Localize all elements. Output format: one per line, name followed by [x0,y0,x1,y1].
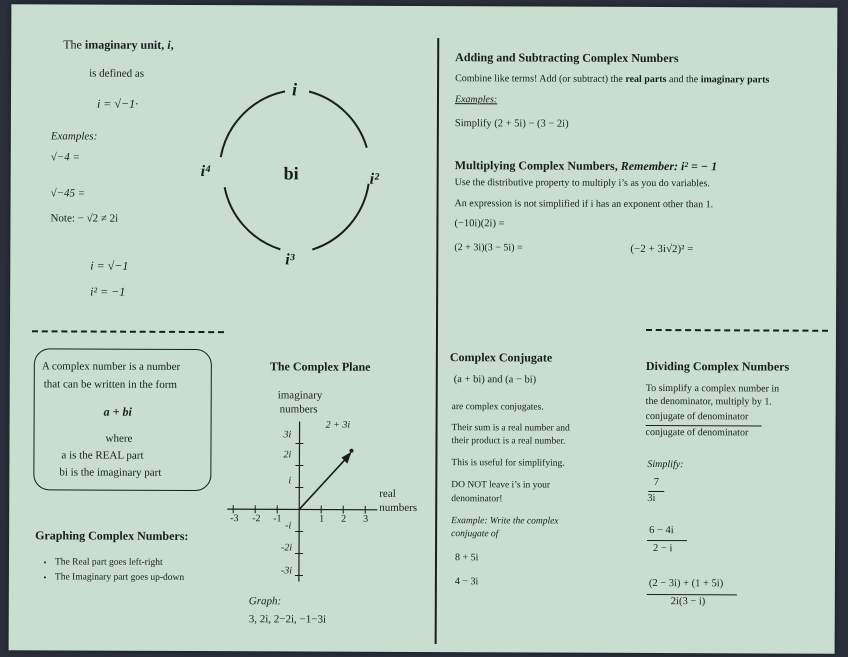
x-axis-label-2: numbers [379,501,418,514]
worksheet-paper [9,4,838,654]
problem-2-numerator: 6 − 4i [649,524,674,537]
i-definition-formula: i = √−1· [96,96,139,111]
cycle-arc-top-right [309,92,367,148]
x-axis-label-1: real [379,487,396,500]
graphing-bullet-real: • The Real part goes left-right [55,555,184,571]
conjugate-pair: (a + bi) and (a − bi) [453,374,537,386]
x-tick-neg3: -3 [230,513,239,525]
cycle-arc-bottom-left [224,187,280,249]
graphing-bullet-imag: • The Imaginary part goes up-down [55,570,184,586]
def-imag-part: bi is the imaginary part [59,466,162,479]
problem-1-numerator: 7 [653,477,659,489]
multiply-example-1: (−10i)(2i) = [454,218,505,230]
rule-i-squared: i² = −1 [90,284,126,299]
center-divider [435,38,440,644]
conjugate-sum-1: Their sum is a real number and [451,423,570,434]
graph-label: Graph: [248,595,282,608]
dividing-desc-2: the denominator, multiply by 1. [645,395,772,408]
problem-2-denominator: 2 − i [653,543,673,555]
def-where: where [105,432,133,445]
x-tick-2: 2 [341,513,347,525]
y-tick-i: i [288,475,292,487]
problem-2-bar [647,540,687,541]
point-2-plus-3i [349,449,353,453]
problem-3-bar [647,594,737,595]
x-tick-neg2: -2 [252,513,261,525]
problem-3-numerator: (2 − 3i) + (1 + 5i) [648,577,724,590]
graph-list: 3, 2i, 2−2i, −1−3i [248,613,327,626]
defined-as-text: is defined as [89,67,145,80]
conjugate-useful: This is useful for simplifying. [451,458,565,469]
complex-plane-title: The Complex Plane [269,359,371,374]
y-tick-neg-3i: -3i [280,565,293,577]
point-label: 2 + 3i [325,419,351,431]
def-real-part: a is the REAL part [61,449,144,462]
def-form: a + bi [103,404,132,419]
complex-plane-axes [219,413,390,586]
dividing-fraction-numerator: conjugate of denominator [645,410,749,423]
y-tick-neg-2i: -2i [281,542,293,554]
conjugate-title: Complex Conjugate [449,350,553,365]
multiply-note: An expression is not simplified if i has an exponent other than 1. [454,198,714,211]
imaginary-unit-title: The imaginary unit, i, [63,37,174,52]
conjugate-sum-2: their product is a real number. [451,436,566,447]
cycle-i-cubed: i³ [285,251,295,269]
y-axis [299,421,300,581]
x-tick-3: 3 [363,513,369,525]
examples-label: Examples: [50,130,98,143]
y-tick-3i: 3i [283,429,292,441]
y-axis-label-2: numbers [279,403,318,416]
problem-1-bar [648,491,664,492]
y-tick-neg-i: -i [285,520,292,532]
add-sub-simplify: Simplify (2 + 5i) − (3 − 2i) [454,118,569,130]
conjugate-example-2: conjugate of [451,529,499,540]
add-sub-description: Combine like terms! Add (or subtract) the real parts and the imaginary parts [455,73,770,86]
problem-3-denominator: 2i(3 − i) [670,596,706,608]
x-axis [227,509,377,510]
x-tick-neg1: -1 [273,513,282,525]
conjugate-are: are complex conjugates. [451,402,544,413]
graphing-title: Graphing Complex Numbers: [35,528,189,543]
multiply-title: Multiplying Complex Numbers, Remember: i² = − 1 [454,158,718,174]
graphing-bullets [33,555,184,586]
conjugate-ex-b: 4 − 3i [454,576,479,588]
rule-i-sqrt: i = √−1 [90,258,129,273]
example-sqrt-neg4: √−4 = [50,151,80,164]
cycle-i-squared: i² [369,170,379,188]
problem-1-denominator: 3i [647,492,656,505]
dividing-title: Dividing Complex Numbers [645,358,790,374]
def-line-1: A complex number is a number [41,360,181,373]
add-sub-title: Adding and Subtracting Complex Numbers [455,50,679,66]
conjugate-dont-1: DO NOT leave i’s in your [451,480,551,491]
cycle-center-bi: bi [283,163,299,184]
cycle-arc-top-left [221,91,285,157]
multiply-example-2: (2 + 3i)(3 − 5i) = [454,242,523,254]
dividing-fraction-denominator: conjugate of denominator [645,426,749,439]
y-axis-label-1: imaginary [277,389,323,402]
conjugate-ex-a: 8 + 5i [454,552,479,564]
vector-2-plus-3i [299,453,350,509]
note-sqrt: Note: − √2 ≠ 2i [50,212,119,225]
y-tick-2i: 2i [283,449,292,461]
x-tick-1: 1 [319,513,325,525]
multiply-description: Use the distributive property to multiply i’s as you do variables. [454,177,710,190]
example-sqrt-neg45: √−45 = [50,187,86,200]
dividing-desc-1: To simplify a complex number in [645,382,780,395]
left-section-divider [32,330,224,333]
cycle-i-fourth: i⁴ [200,163,211,181]
conjugate-dont-2: denominator! [451,494,503,505]
dividing-simplify-label: Simplify: [647,458,684,471]
multiply-example-3: (−2 + 3i√2)² = [630,242,694,256]
add-sub-examples: Examples: [454,94,498,106]
def-line-2: that can be written in the form [43,378,177,391]
cycle-i: i [292,79,298,100]
cycle-arc-bottom-right [312,184,368,250]
right-section-divider [646,329,828,332]
conjugate-example-1: Example: Write the complex [451,516,559,527]
